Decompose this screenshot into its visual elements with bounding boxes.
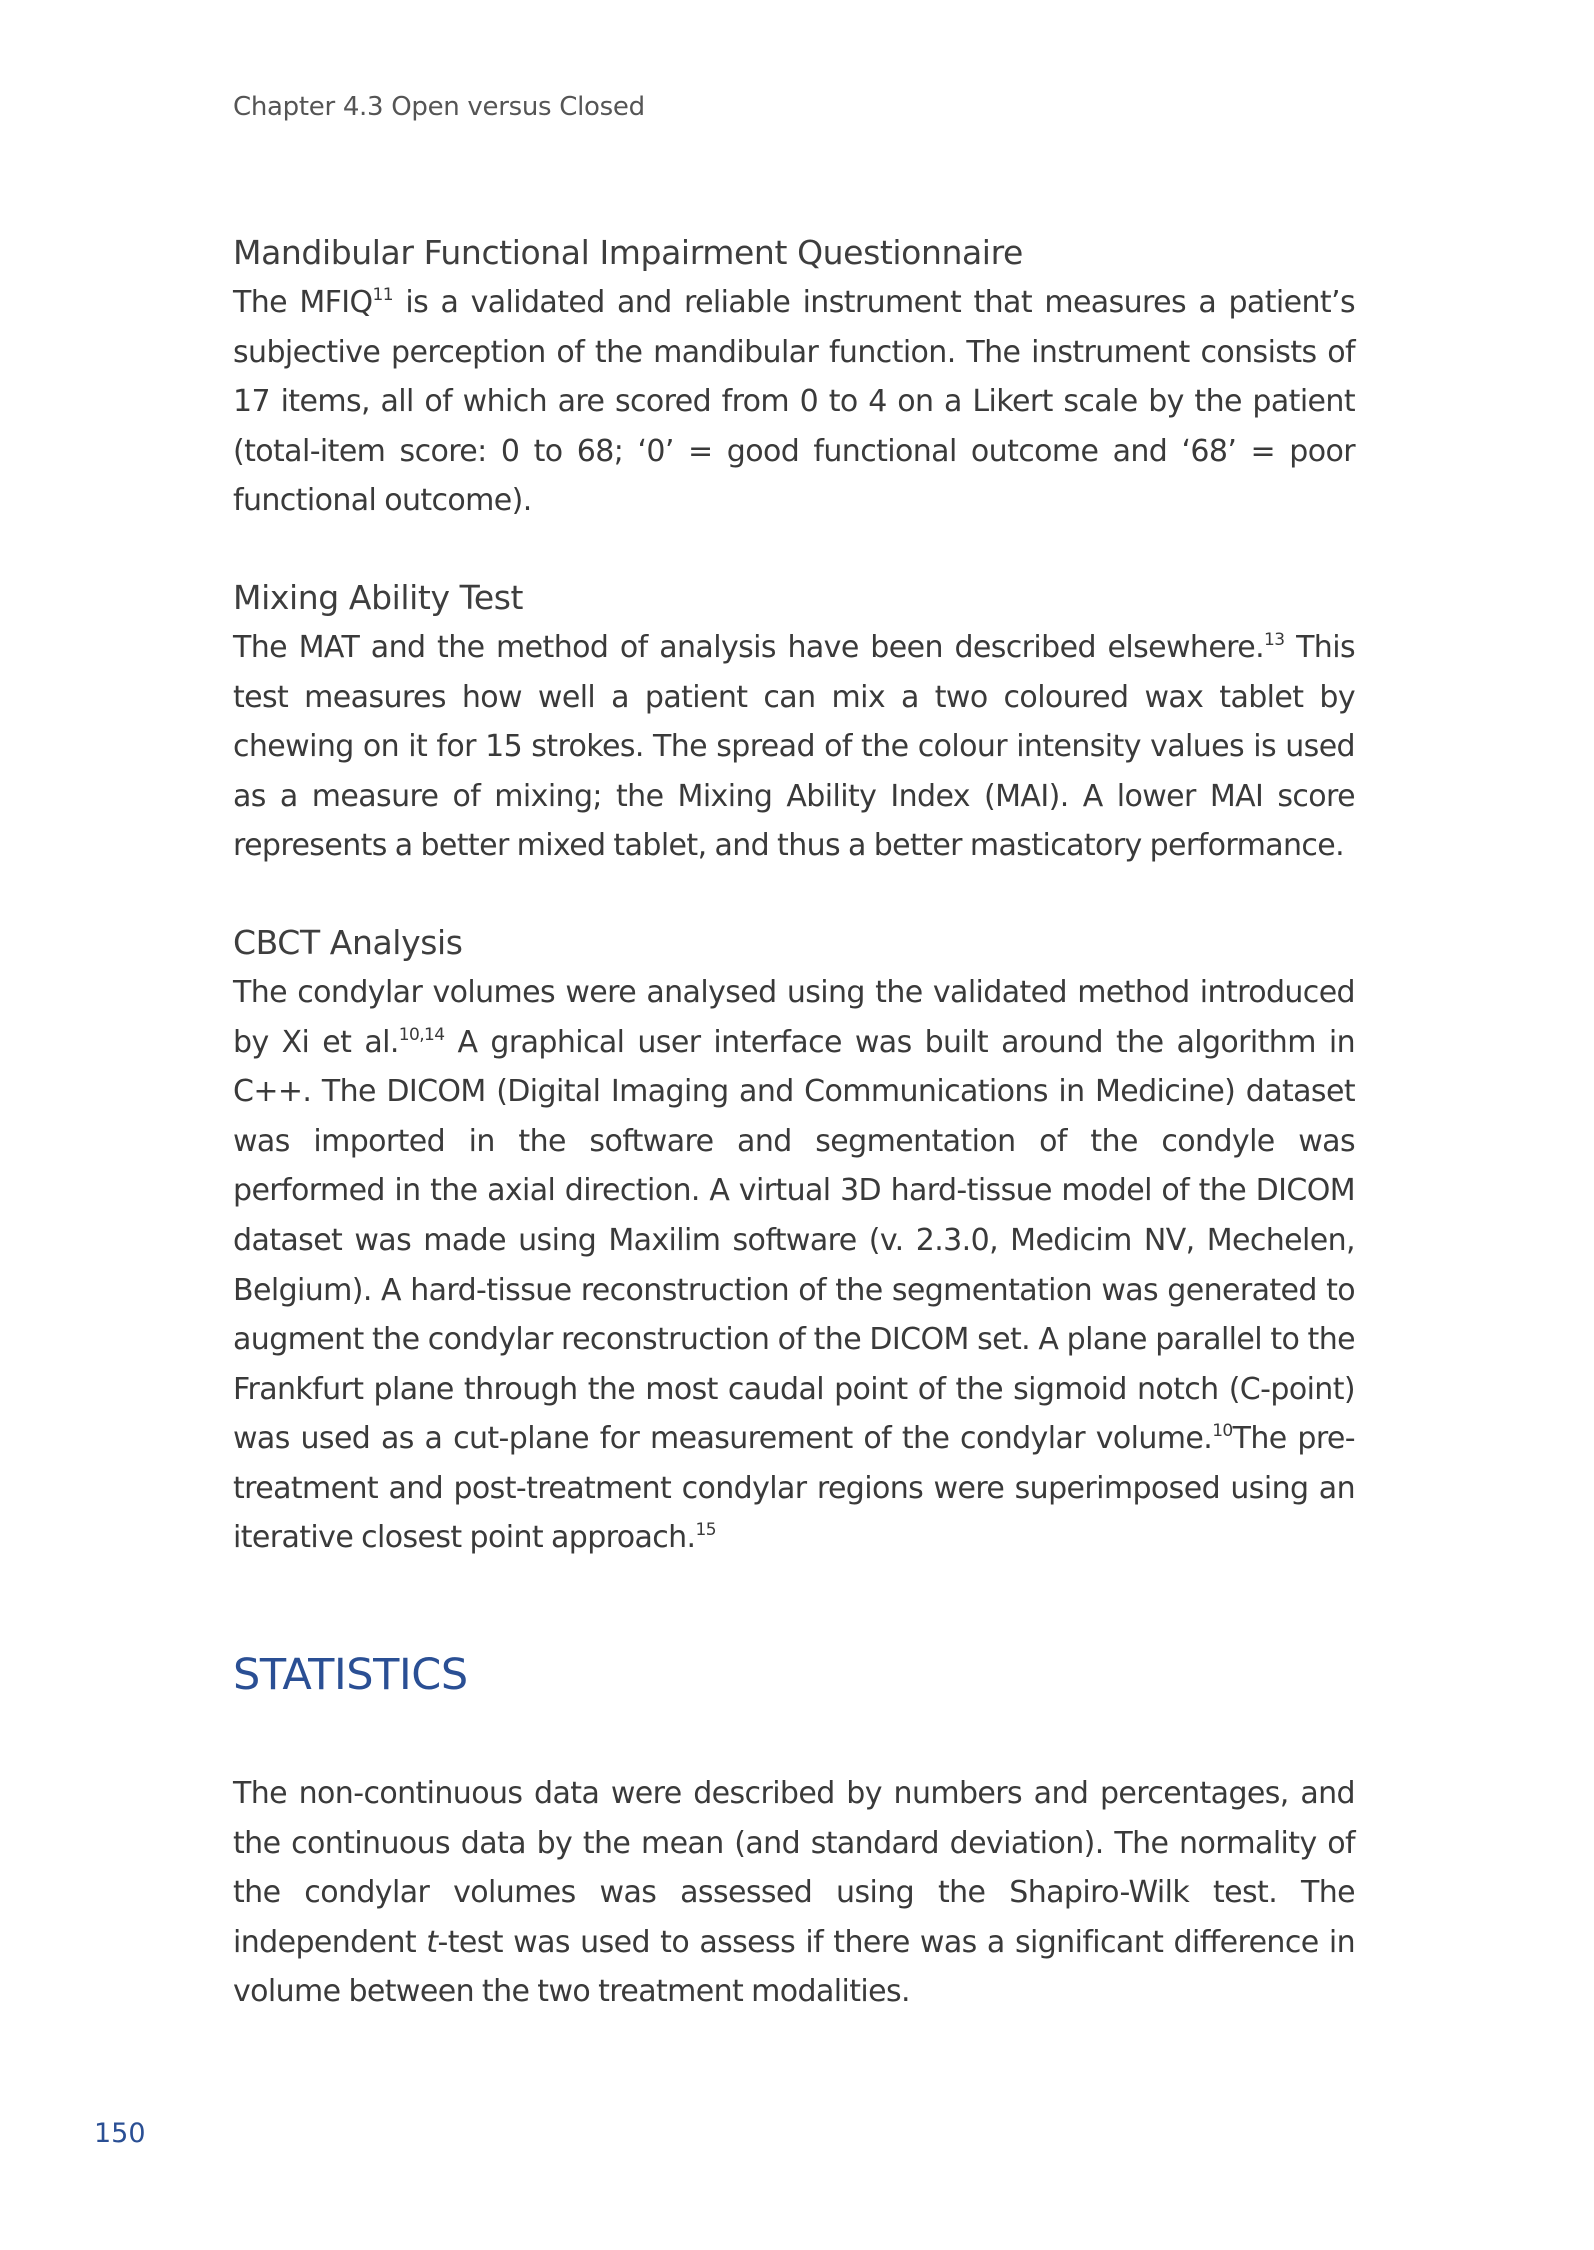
section-statistics — [233, 1643, 1355, 2017]
paragraph-cbct — [233, 968, 1355, 1563]
section-heading-mat: Mixing Ability Test — [233, 577, 524, 617]
citation-superscript: 11 — [372, 285, 393, 305]
text-run: The pre-treatment and post-treatment condylar regions were superimposed using an iterative closest point approach. — [233, 1421, 1355, 1556]
citation-superscript: 10,14 — [398, 1024, 445, 1045]
page-content — [233, 228, 1355, 2017]
paragraph-mat — [233, 623, 1355, 871]
paragraph-statistics — [233, 1769, 1355, 2017]
page-number: 150 — [94, 2118, 146, 2149]
section-cbct — [233, 918, 1355, 1563]
section-heading-statistics: STATISTICS — [233, 1650, 468, 1701]
text-run: is a validated and reliable instrument that measures a patient’s subjective perception of the mandibular function. The instrument consists of 17 items, all of which are scored from 0 to 4 on a Likert scale by the patient (total-item score: 0 to 68; ‘0’ = good functional outcome and ‘68’ = poor functional outcome). — [233, 285, 1355, 519]
text-run: The non-continuous data were described by numbers and percentages, and the continuous data by the mean (and standard deviation). The normality of the condylar volumes was assessed using the Shapiro-Wilk test. The independent — [233, 1776, 1355, 1960]
text-run: A graphical user interface was built around the algorithm in C++. The DICOM (Digital Imaging and Communications in Medicine) dataset was imported in the software and segmentation of the condyle was performed in the axial direction. A virtual 3D hard-tissue model of the DICOM dataset was made using Maxilim software (v. 2.3.0, Medicim NV, Mechelen, Belgium). A hard-tissue reconstruction of the segmentation was generated to augment the condylar reconstruction of the DICOM set. A plane parallel to the Frankfurt plane through the most caudal point of the sigmoid notch (C-point) was used as a cut-plane for measurement of the condylar volume. — [233, 1024, 1355, 1457]
italic-text: t — [426, 1924, 438, 1960]
text-run: The condylar volumes were analysed using the validated method introduced by Xi et al. — [233, 974, 1355, 1060]
citation-superscript: 10 — [1212, 1421, 1233, 1442]
section-mfiq — [233, 228, 1355, 526]
paragraph-mfiq — [233, 278, 1355, 526]
section-heading-mfiq: Mandibular Functional Impairment Questionnaire — [233, 233, 1023, 272]
text-run: The MFIQ — [233, 285, 373, 320]
citation-superscript: 13 — [1264, 629, 1285, 650]
section-heading-cbct: CBCT Analysis — [233, 922, 463, 962]
text-run: This test measures how well a patient can mix a two coloured wax tablet by chewing on it for 15 strokes. The spread of the colour intensity values is used as a measure of mixing; the Mixing Ability Index (MAI). A lower MAI score represents a better mixed tablet, and thus a better masticatory performance. — [233, 629, 1355, 864]
text-run: -test was used to assess if there was a significant difference in volume between the two treatment modalities. — [233, 1924, 1355, 2010]
section-mat — [233, 573, 1355, 871]
citation-superscript: 15 — [695, 1520, 716, 1541]
running-header: Chapter 4.3 Open versus Closed — [233, 92, 645, 122]
text-run: The MAT and the method of analysis have been described elsewhere. — [233, 629, 1265, 665]
